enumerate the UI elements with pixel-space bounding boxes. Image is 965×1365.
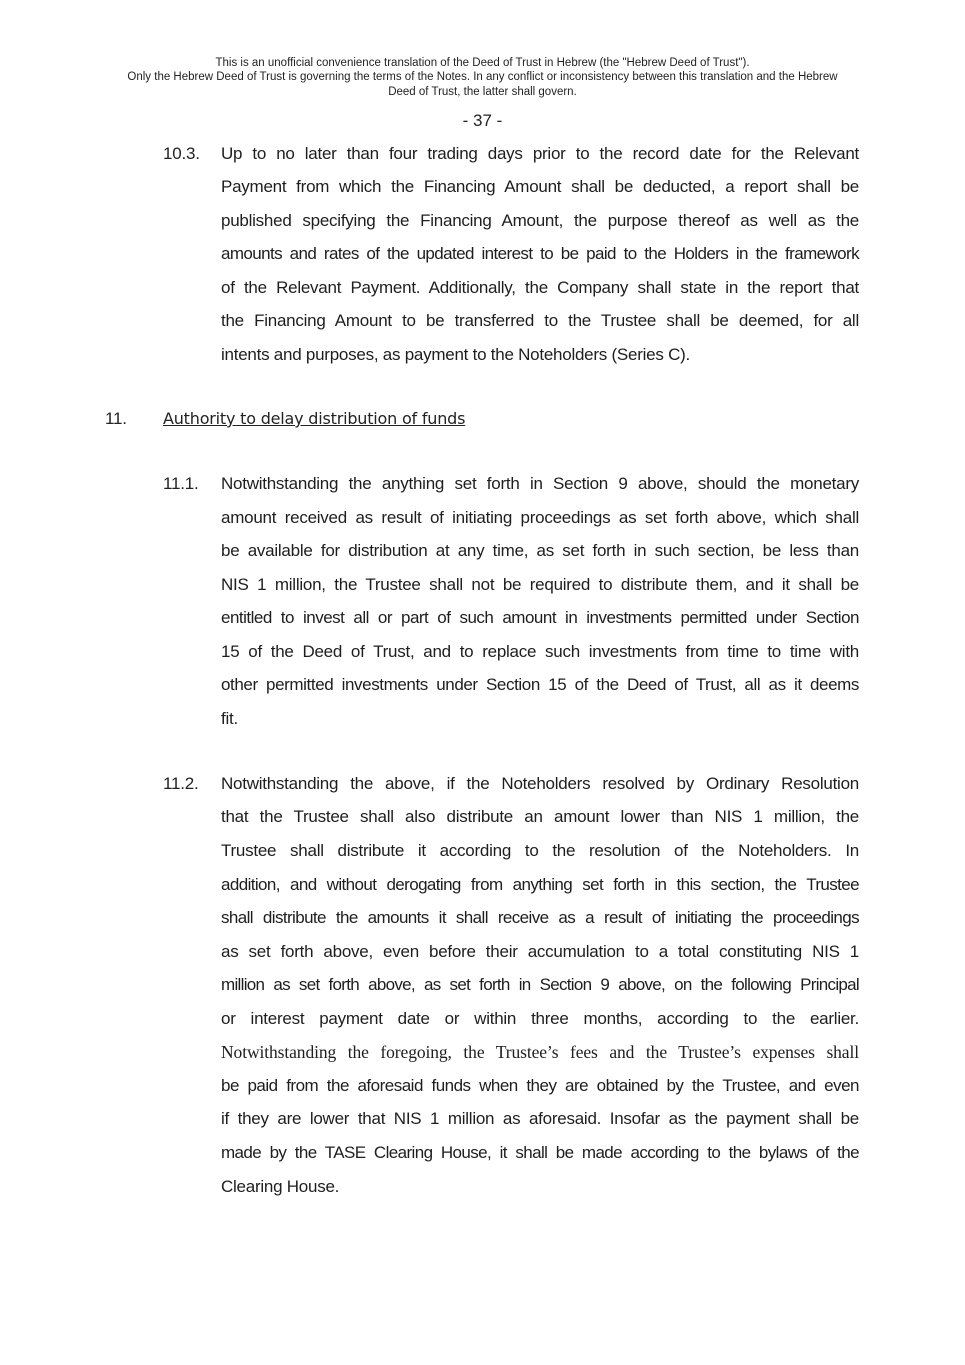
clause-line: or interest payment date or within three months, according to the earlier. [221, 1009, 859, 1028]
clause-line: made by the TASE Clearing House, it shall be made according to the bylaws of the [221, 1143, 859, 1162]
clause-line: Notwithstanding the anything set forth in Section 9 above, should the monetary [221, 474, 859, 493]
clause-line: be available for distribution at any time, as set forth in such section, be less than [221, 541, 859, 560]
clause-line: Notwithstanding the foregoing, the Trustee’s fees and the Trustee’s expenses shall [221, 1042, 859, 1062]
clause-line: Up to no later than four trading days prior to the record date for the Relevant [221, 144, 859, 163]
clause-line: intents and purposes, as payment to the Noteholders (Series C). [221, 345, 691, 364]
clause-line: of the Relevant Payment. Additionally, the Company shall state in the report that [221, 278, 859, 297]
disclaimer-line: Only the Hebrew Deed of Trust is governing the terms of the Notes. In any conflict or inconsistency between this translation and the Hebrew [127, 71, 838, 83]
clause-line: shall distribute the amounts it shall receive as a result of initiating the proceedings [221, 908, 859, 927]
clause-line: published specifying the Financing Amount, the purpose thereof as well as the [221, 211, 859, 230]
clause-number: 10.3. [163, 144, 200, 163]
clause-line: as set forth above, even before their accumulation to a total constituting NIS 1 [221, 942, 859, 961]
clause-number: 11.1. [163, 474, 199, 493]
clause-line: Trustee shall distribute it according to the resolution of the Noteholders. In [221, 841, 859, 860]
clause-line: fit. [221, 709, 238, 728]
section-title: Authority to delay distribution of funds [163, 409, 466, 428]
clause-line: that the Trustee shall also distribute an amount lower than NIS 1 million, the [221, 807, 859, 826]
clause-line: entitled to invest all or part of such amount in investments permitted under Section [221, 608, 859, 627]
page-number: - 37 - [462, 111, 503, 130]
clause-line: million as set forth above, as set forth in Section 9 above, on the following Principal [221, 975, 859, 994]
clause-line: if they are lower that NIS 1 million as aforesaid. Insofar as the payment shall be [221, 1109, 859, 1128]
disclaimer-line: Deed of Trust, the latter shall govern. [388, 86, 577, 98]
clause-line: 15 of the Deed of Trust, and to replace such investments from time to time with [221, 642, 859, 661]
clause-line: the Financing Amount to be transferred to the Trustee shall be deemed, for all [221, 311, 859, 330]
clause-line: Notwithstanding the above, if the Noteholders resolved by Ordinary Resolution [221, 774, 859, 793]
clause-number: 11.2. [163, 774, 199, 793]
clause-line: be paid from the aforesaid funds when they are obtained by the Trustee, and even [221, 1076, 859, 1095]
clause-line: addition, and without derogating from anything set forth in this section, the Trustee [221, 875, 859, 894]
clause-line: other permitted investments under Section 15 of the Deed of Trust, all as it deems [221, 675, 859, 694]
disclaimer-line: This is an unofficial convenience translation of the Deed of Trust in Hebrew (the "Hebrew Deed of Trust"). [215, 57, 750, 69]
clause-line: amount received as result of initiating proceedings as set forth above, which shall [221, 508, 859, 527]
clause-line: Clearing House. [221, 1177, 340, 1196]
clause-line: Payment from which the Financing Amount shall be deducted, a report shall be [221, 177, 859, 196]
section-number: 11. [105, 409, 127, 428]
clause-line: NIS 1 million, the Trustee shall not be required to distribute them, and it shall be [221, 575, 859, 594]
clause-line: amounts and rates of the updated interest to be paid to the Holders in the framework [221, 244, 859, 263]
